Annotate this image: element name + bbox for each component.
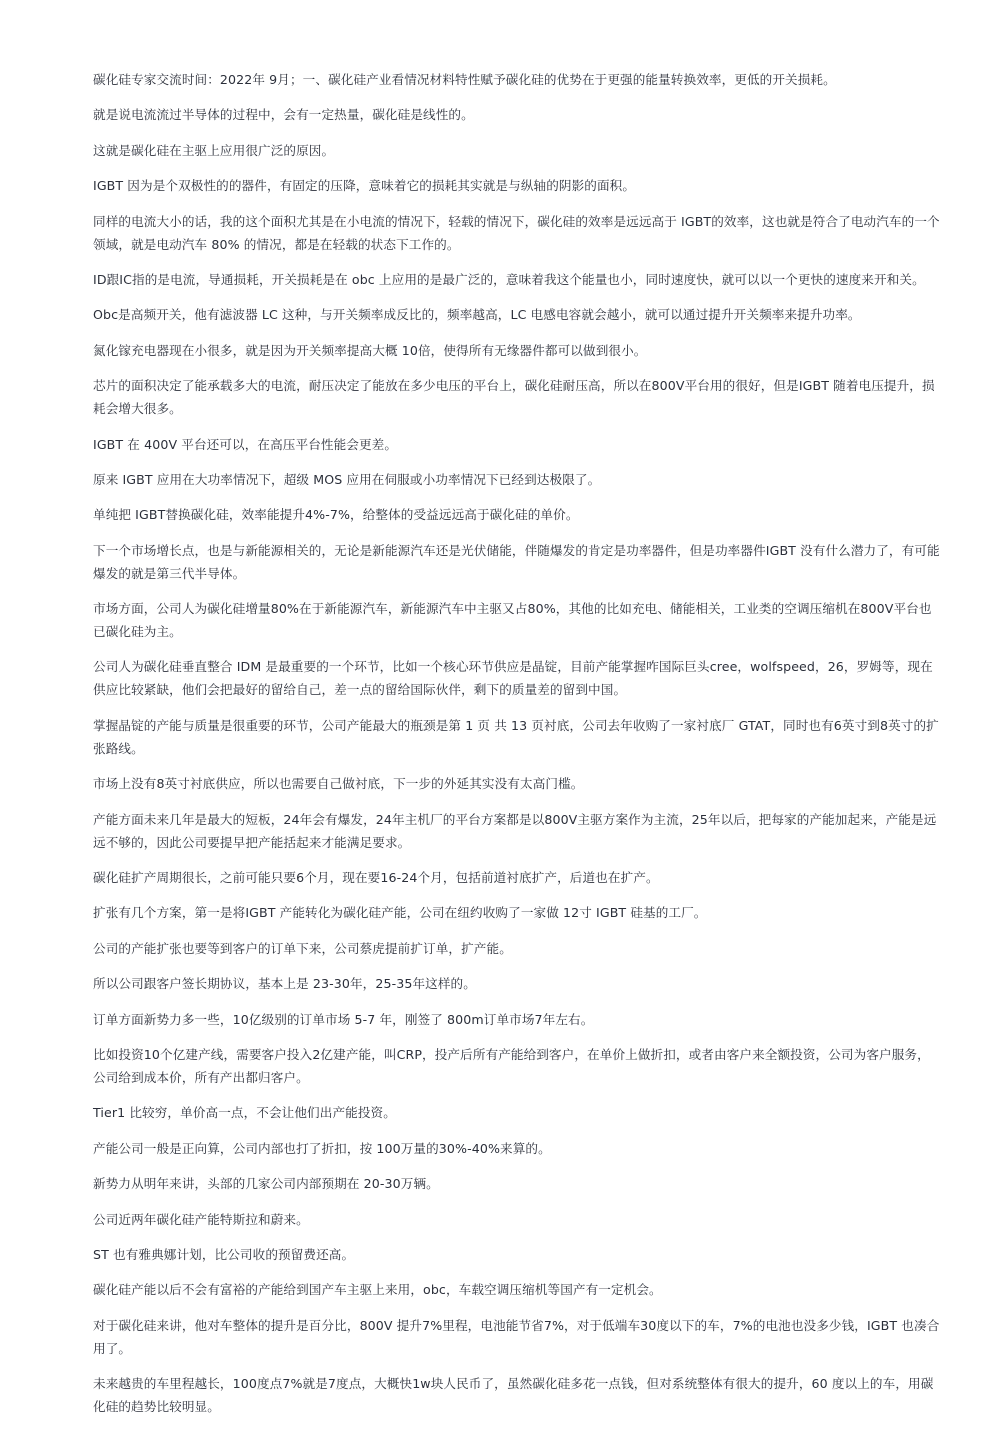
paragraph: 扩张有几个方案，第一是将IGBT 产能转化为碳化硅产能，公司在纽约收购了一家做 12寸 IGBT 硅基的工厂。 xyxy=(93,905,707,921)
paragraph: 碳化硅产能以后不会有富裕的产能给到国产车主驱上来用，obc，车载空调压缩机等国产有一定机会。 xyxy=(93,1282,662,1298)
paragraph: 氮化镓充电器现在小很多，就是因为开关频率提高大概 10倍，使得所有无缘器件都可以做到很小。 xyxy=(93,342,647,358)
paragraph: 产能公司一般是正向算，公司内部也打了折扣，按 100万量的30%-40%来算的。 xyxy=(93,1140,551,1156)
paragraph: 碳化硅专家交流时间：2022年 9月；一、碳化硅产业看情况材料特性赋予碳化硅的优势在于更强的能量转换效率，更低的开关损耗。 xyxy=(93,72,836,87)
paragraph: IGBT 因为是个双极性的的器件，有固定的压降，意味着它的损耗其实就是与纵轴的阴影的面积。 xyxy=(93,178,636,194)
document-page xyxy=(93,68,941,1431)
paragraph: IGBT 在 400V 平台还可以，在高压平台性能会更差。 xyxy=(93,436,398,452)
paragraph: 订单方面新势力多一些，10亿级别的订单市场 5-7 年，刚签了 800m订单市场7年左右。 xyxy=(93,1011,594,1027)
paragraph: 下一个市场增长点，也是与新能源相关的，无论是新能源汽车还是光伏储能，伴随爆发的肯定是功率器件，但是功率器件IGBT 没有什么潜力了，有可能爆发的就是第三代半导体。 xyxy=(93,542,940,581)
paragraph: 产能方面未来几年是最大的短板，24年会有爆发，24年主机厂的平台方案都是以800V主驱方案作为主流，25年以后，把每家的产能加起来，产能是远远不够的，因此公司要提早把产能括起来才能满足要求。 xyxy=(93,811,937,850)
paragraph: 所以公司跟客户签长期协议，基本上是 23-30年，25-35年这样的。 xyxy=(93,976,476,992)
paragraph: 掌握晶锭的产能与质量是很重要的环节，公司产能最大的瓶颈是第 1 页 共 13 页衬底，公司去年收购了一家衬底厂 GTAT，同时也有6英寸到8英寸的扩张路线。 xyxy=(93,717,939,756)
paragraph: Tier1 比较穷，单价高一点，不会让他们出产能投资。 xyxy=(93,1105,396,1121)
paragraph: 原来 IGBT 应用在大功率情况下，超级 MOS 应用在伺服或小功率情况下已经到达极限了。 xyxy=(93,471,601,487)
paragraph: 同样的电流大小的话，我的这个面积尤其是在小电流的情况下，轻载的情况下，碳化硅的效率是远远高于 IGBT的效率，这也就是符合了电动汽车的一个领域，就是电动汽车 80% 的情况，都是在轻载的状态下工作的。 xyxy=(93,213,940,252)
paragraph: 公司近两年碳化硅产能特斯拉和蔚来。 xyxy=(93,1211,309,1227)
paragraph: 市场上没有8英寸衬底供应，所以也需要自己做衬底，下一步的外延其实没有太高门槛。 xyxy=(93,776,584,792)
paragraph: 就是说电流流过半导体的过程中，会有一定热量，碳化硅是线性的。 xyxy=(93,107,474,123)
paragraph: 碳化硅扩产周期很长，之前可能只要6个月，现在要16-24个月，包括前道衬底扩产，后道也在扩产。 xyxy=(93,870,659,886)
paragraph: 这就是碳化硅在主驱上应用很广泛的原因。 xyxy=(93,142,335,158)
paragraph: 公司人为碳化硅垂直整合 IDM 是最重要的一个环节，比如一个核心环节供应是晶锭，目前产能掌握咋国际巨头cree，wolfspeed，26，罗姆等，现在供应比较紧缺，他们会把最好的留给自己，差一点的留给国际伙伴，剩下的质量差的留到中国。 xyxy=(93,659,933,698)
paragraph: 公司的产能扩张也要等到客户的订单下来，公司蔡虎提前扩订单，扩产能。 xyxy=(93,940,512,956)
paragraph: 对于碳化硅来讲，他对车整体的提升是百分比，800V 提升7%里程，电池能节省7%，对于低端车30度以下的车，7%的电池也没多少钱，IGBT 也凑合用了。 xyxy=(93,1317,940,1356)
paragraph: 新势力从明年来讲，头部的几家公司内部预期在 20-30万辆。 xyxy=(93,1176,439,1192)
paragraph: Obc是高频开关，他有滤波器 LC 这种，与开关频率成反比的，频率越高，LC 电感电容就会越小，就可以通过提升开关频率来提升功率。 xyxy=(93,307,861,323)
paragraph: 市场方面，公司人为碳化硅增量80%在于新能源汽车，新能源汽车中主驱又占80%，其他的比如充电、储能相关，工业类的空调压缩机在800V平台也已碳化硅为主。 xyxy=(93,601,932,640)
paragraph: 芯片的面积决定了能承载多大的电流，耐压决定了能放在多少电压的平台上，碳化硅耐压高，所以在800V平台用的很好，但是IGBT 随着电压提升，损耗会增大很多。 xyxy=(93,378,935,417)
paragraph: 未来越贵的车里程越长，100度点7%就是7度点，大概快1w块人民币了，虽然碳化硅多花一点钱，但对系统整体有很大的提升，60 度以上的车，用碳化硅的趋势比较明显。 xyxy=(93,1376,934,1415)
paragraph: ID跟IC指的是电流，导通损耗，开关损耗是在 obc 上应用的是最广泛的，意味着我这个能量也小，同时速度快，就可以以一个更快的速度来开和关。 xyxy=(93,271,925,287)
paragraph: 比如投资10个亿建产线，需要客户投入2亿建产能，叫CRP，投产后所有产能给到客户，在单价上做折扣，或者由客户来全额投资，公司为客户服务，公司给到成本价，所有产出都归客户。 xyxy=(93,1046,930,1085)
paragraph: 单纯把 IGBT替换碳化硅，效率能提升4%-7%，给整体的受益远远高于碳化硅的单价。 xyxy=(93,507,579,523)
paragraph: ST 也有雅典娜计划，比公司收的预留费还高。 xyxy=(93,1246,355,1262)
